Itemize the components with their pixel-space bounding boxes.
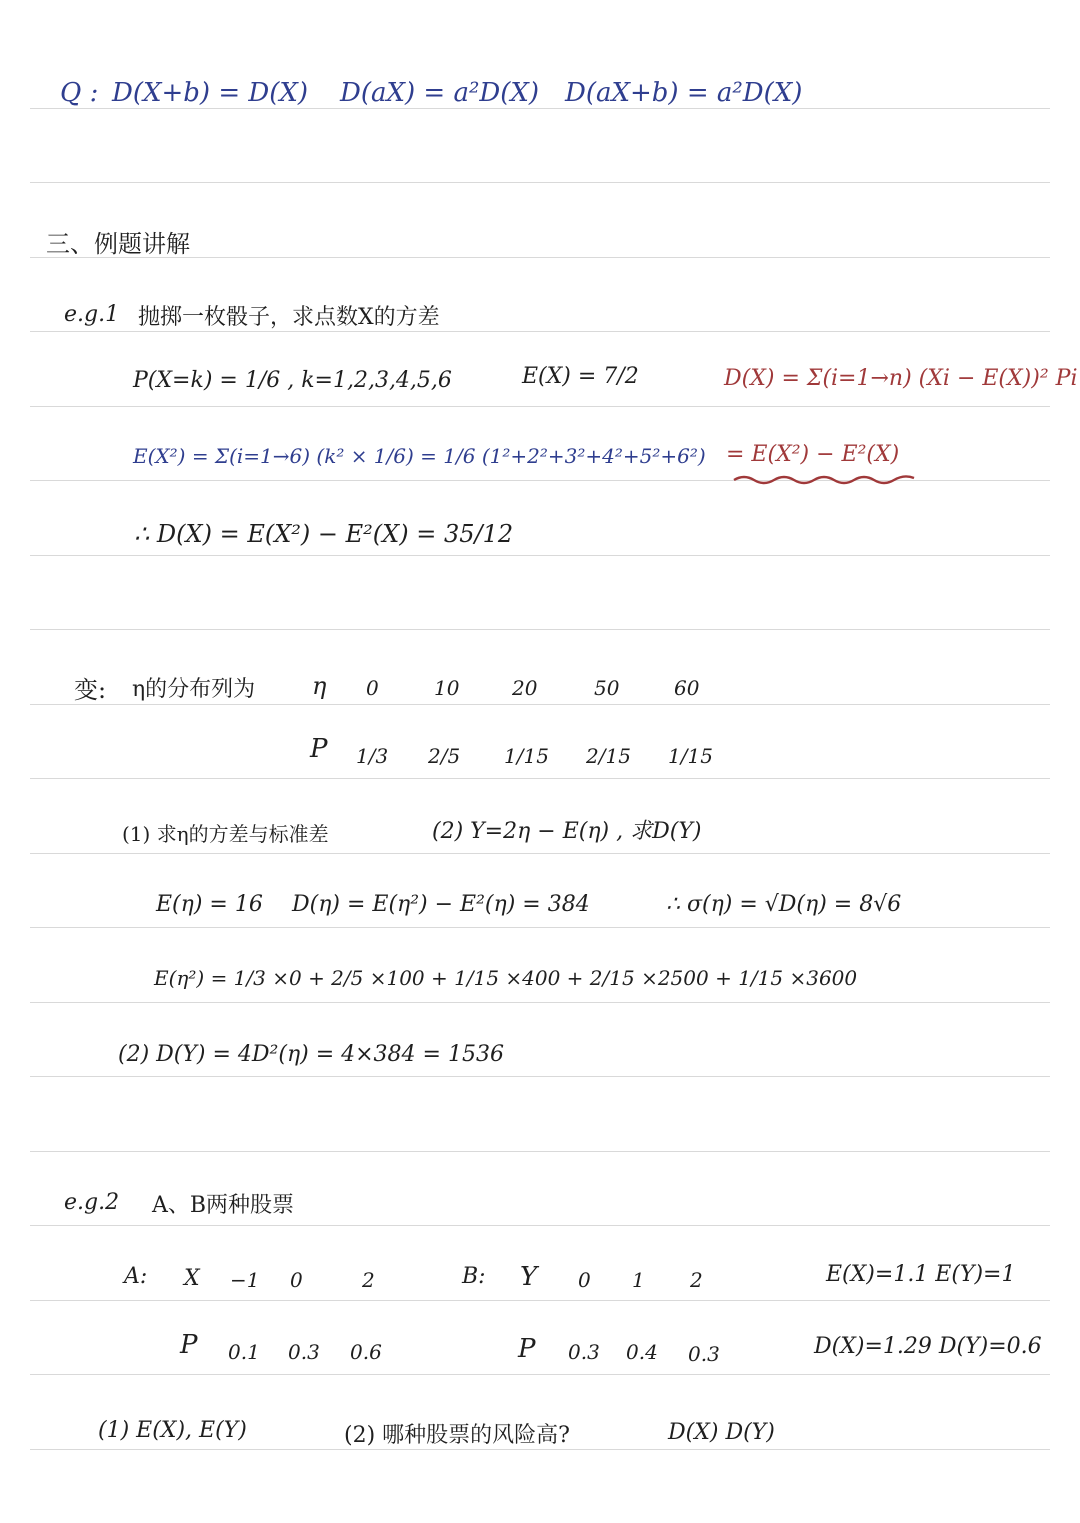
section-title: 三、例题讲解 <box>46 230 190 258</box>
example-1-second-moment: E(X²) = Σ(i=1→6) (k² × 1/6) = 1/6 (1²+2²+3²+4²+5²+6²) <box>133 444 706 468</box>
example-1-label: e.g.1 <box>64 302 120 327</box>
variant-second-moment: E(η²) = 1/3 ×0 + 2/5 ×100 + 1/15 ×400 + 2/15 ×2500 + 1/15 ×3600 <box>154 966 858 990</box>
stock-b-prob: 0.3 <box>688 1342 720 1366</box>
stock-b-p-label: P <box>518 1334 536 1364</box>
example-2-label: e.g.2 <box>64 1190 120 1215</box>
ruled-line <box>30 1300 1050 1301</box>
example-1-result: ∴ D(X) = E(X²) − E²(X) = 35/12 <box>134 520 514 548</box>
ruled-line <box>30 1374 1050 1375</box>
stock-b-prob: 0.4 <box>626 1340 658 1364</box>
example-1-question: 抛掷一枚骰子，求点数X的方差 <box>138 305 440 330</box>
ruled-line <box>30 1002 1050 1003</box>
ruled-line <box>30 1076 1050 1077</box>
p-row-label: P <box>310 734 328 764</box>
ruled-line <box>30 108 1050 109</box>
stock-b-value: 2 <box>690 1268 703 1292</box>
variant-std-dev: ∴ σ(η) = √D(η) = 8√6 <box>666 892 902 917</box>
p-value: 1/15 <box>504 744 549 768</box>
eta-value: 60 <box>674 676 700 700</box>
stock-a-prob: 0.3 <box>288 1340 320 1364</box>
formula-shift-invariance: D(X+b) = D(X) <box>112 78 309 108</box>
eta-value: 10 <box>434 676 460 700</box>
stock-a-prob: 0.1 <box>228 1340 260 1364</box>
eta-value: 0 <box>366 676 379 700</box>
ruled-line <box>30 1225 1050 1226</box>
eta-row-label: η <box>312 672 327 700</box>
ruled-line <box>30 182 1050 183</box>
stock-a-value: 0 <box>290 1268 303 1292</box>
ruled-line <box>30 1449 1050 1450</box>
ruled-line <box>30 406 1050 407</box>
variances-result: D(X)=1.29 D(Y)=0.6 <box>814 1334 1042 1359</box>
stock-a-label: A: <box>124 1264 148 1289</box>
example-2-title: A、B两种股票 <box>152 1193 295 1218</box>
stock-a-prob: 0.6 <box>350 1340 382 1364</box>
variant-question-2: (2) Y=2η − E(η) , 求D(Y) <box>432 819 702 844</box>
stock-a-variable: X <box>184 1266 200 1291</box>
p-value: 1/3 <box>356 744 389 768</box>
stock-b-prob: 0.3 <box>568 1340 600 1364</box>
ruled-line <box>30 853 1050 854</box>
stock-b-variable: Y <box>520 1262 538 1292</box>
p-value: 1/15 <box>668 744 713 768</box>
example-1-distribution: P(X=k) = 1/6 , k=1,2,3,4,5,6 <box>133 368 452 393</box>
formula-affine: D(aX+b) = a²D(X) <box>565 78 803 108</box>
expectations-result: E(X)=1.1 E(Y)=1 <box>826 1262 1016 1287</box>
stock-a-p-label: P <box>180 1330 198 1360</box>
ruled-line <box>30 331 1050 332</box>
stock-a-value: 2 <box>362 1268 375 1292</box>
p-value: 2/5 <box>428 744 461 768</box>
variance-shortcut: = E(X²) − E²(X) <box>726 442 900 467</box>
example-2-question-2: (2) 哪种股票的风险高? <box>344 1423 570 1448</box>
variant-question-1: (1) 求η的方差与标准差 <box>122 822 329 846</box>
ruled-line <box>30 927 1050 928</box>
ruled-line <box>30 555 1050 556</box>
variant-variance: D(η) = E(η²) − E²(η) = 384 <box>292 892 590 917</box>
variant-expectation: E(η) = 16 <box>156 892 263 917</box>
formula-prefix: Q : <box>60 78 99 108</box>
stock-b-label: B: <box>462 1264 486 1289</box>
variance-definition: D(X) = Σ(i=1→n) (Xi − E(X))² Pi <box>724 366 1078 391</box>
wavy-underline-icon <box>732 472 916 488</box>
stock-b-value: 1 <box>632 1268 645 1292</box>
formula-scale: D(aX) = a²D(X) <box>340 78 540 108</box>
p-value: 2/15 <box>586 744 631 768</box>
example-2-question-1: (1) E(X), E(Y) <box>98 1418 247 1443</box>
variant-label: 变: <box>74 676 107 704</box>
variant-intro: η的分布列为 <box>132 677 256 702</box>
ruled-line <box>30 778 1050 779</box>
ruled-line <box>30 629 1050 630</box>
eta-value: 50 <box>594 676 620 700</box>
example-2-question-2-note: D(X) D(Y) <box>668 1420 775 1445</box>
example-1-expectation: E(X) = 7/2 <box>522 364 639 389</box>
ruled-line <box>30 704 1050 705</box>
stock-a-value: −1 <box>230 1268 260 1292</box>
ruled-line <box>30 1151 1050 1152</box>
variant-dy-result: (2) D(Y) = 4D²(η) = 4×384 = 1536 <box>118 1042 504 1067</box>
stock-b-value: 0 <box>578 1268 591 1292</box>
eta-value: 20 <box>512 676 538 700</box>
